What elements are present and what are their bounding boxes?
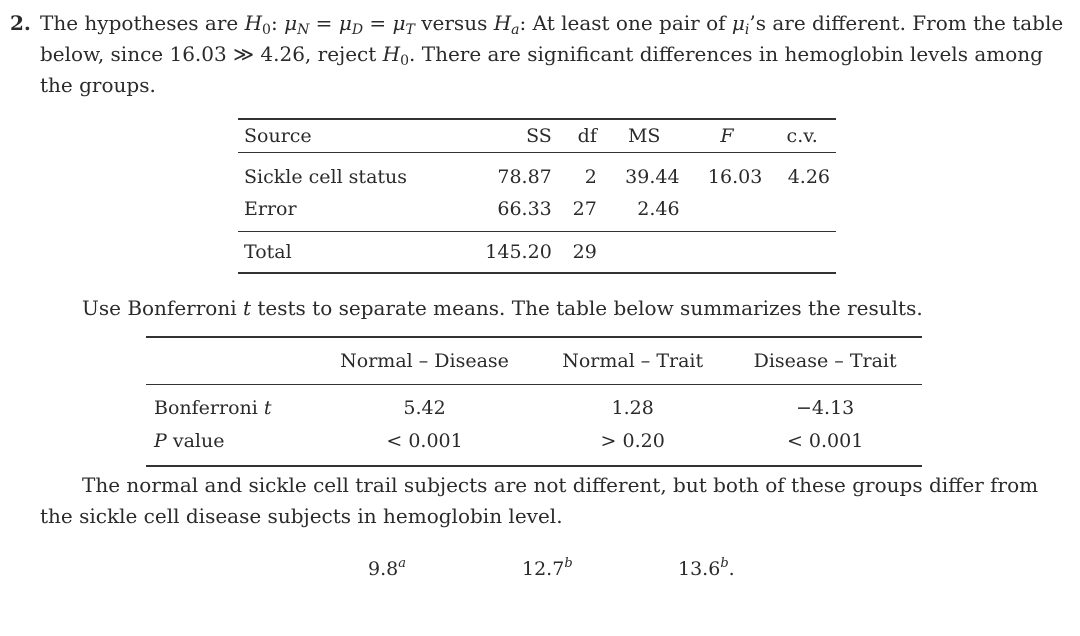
header-cv: c.v. <box>768 119 836 153</box>
mean-normal: 9.8$^a$ <box>368 556 406 580</box>
hypotheses-paragraph: 2. The hypotheses are $H_0$: $\mu_N = \mu_D = \mu_T$ versus $H_a$: At least one pair of $\mu_i’s$ are different. From the table below, since 16.03 ≫ 4.26, reject $H_0$. There are significant differences in hemoglobin levels among the groups. <box>40 8 1070 101</box>
mean-disease: 13.6$^b$. <box>678 556 735 580</box>
conclusion-paragraph: The normal and sickle cell trail subjects are not different, but both of these groups differ from the sickle cell disease subjects in hemoglobin level. <box>40 473 1039 528</box>
table-row: Bonferroni t 5.42 1.28 −4.13 <box>154 397 855 419</box>
table-row: Sickle cell status 78.87 2 39.44 16.03 4.26 <box>244 166 830 188</box>
header-source: Source <box>238 119 460 153</box>
mean-trait: 12.7$^b$ <box>522 556 573 580</box>
bonferroni-intro: Use Bonferroni t tests to separate means. The table below summarizes the results. <box>82 296 923 320</box>
problem-number: 2. <box>10 11 31 35</box>
header-normal-disease: Normal – Disease <box>312 337 537 385</box>
anova-total-row: Total 145.20 29 <box>238 232 836 274</box>
header-normal-trait: Normal – Trait <box>537 337 728 385</box>
bonferroni-table <box>146 336 922 467</box>
header-ss: SS <box>460 119 558 153</box>
table-row: P value < 0.001 > 0.20 < 0.001 <box>146 423 922 466</box>
table-row: Error 66.33 27 2.46 <box>244 198 680 220</box>
header-ms: MS <box>603 119 686 153</box>
anova-header-row <box>238 119 836 153</box>
header-df: df <box>558 119 603 153</box>
header-disease-trait: Disease – Trait <box>728 337 922 385</box>
bonferroni-header-row <box>146 337 922 385</box>
anova-table <box>238 118 836 274</box>
header-f: F <box>686 119 769 153</box>
